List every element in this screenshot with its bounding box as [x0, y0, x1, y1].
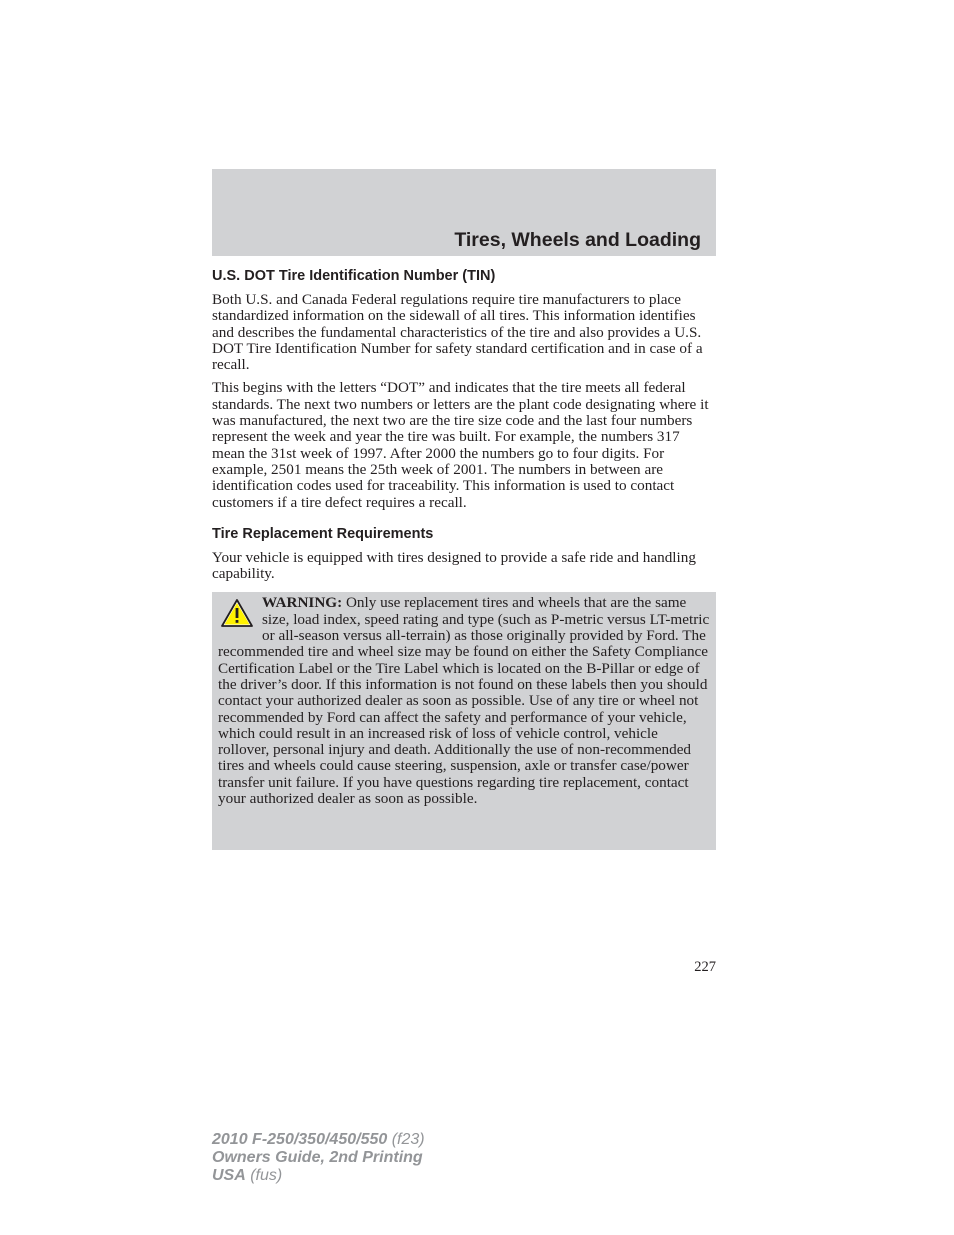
paragraph-tin-2: This begins with the letters “DOT” and indicates that the tire meets all federal standards. The next two numbers or letters are the plant code designating where it was manufactured, the next two are the tire size code and the last four numbers represent the week and year the tire was built. For example, the numbers 317 mean the 31st week of 1997. After 2000 the numbers go to four digits. For example, 2501 means the 25th week of 2001. The numbers in between are identification codes used for traceability. This information is used to contact customers if a tire defect requires a recall. — [212, 379, 709, 511]
chapter-title: Tires, Wheels and Loading — [454, 229, 701, 251]
warning-label: WARNING: — [262, 594, 343, 612]
footer-line-region: USA (fus) — [212, 1167, 283, 1184]
page-content — [212, 266, 716, 850]
paragraph-replacement-1: Your vehicle is equipped with tires designed to provide a safe ride and handling capability. — [212, 548, 696, 583]
warning-text — [218, 595, 710, 807]
section-heading-tin: U.S. DOT Tire Identification Number (TIN) — [212, 268, 496, 284]
warning-box — [212, 592, 716, 850]
footer-line-guide: Owners Guide, 2nd Printing — [212, 1149, 423, 1166]
footer-line-model: 2010 F-250/350/450/550 (f23) — [212, 1131, 425, 1148]
document-footer — [212, 1131, 425, 1185]
section-header-band — [212, 169, 716, 256]
paragraph-tin-1: Both U.S. and Canada Federal regulations require tire manufacturers to place standardized information on the sidewall of all tires. This information identifies and describes the fundamental characteristics of the tire and also provides a U.S. DOT Tire Identification Number for safety standard certification and in case of a recall. — [212, 291, 703, 374]
section-heading-replacement: Tire Replacement Requirements — [212, 525, 434, 542]
warning-triangle-icon — [220, 598, 254, 628]
warning-body: Only use replacement tires and wheels that are the same size, load index, speed rating and type (such as P-metric versus LT-metric or all-season versus all-terrain) as those originally provided by Ford. The recommended tire and wheel size may be found on either the Safety Compliance Certification Label or the Tire Label which is located on the B-Pillar or edge of the driver’s door. If this information is not found on these labels then you should contact your authorized dealer as soon as possible. Use of any tire or wheel not recommended by Ford can affect the safety and performance of your vehicle, which could result in an increased risk of loss of vehicle control, vehicle rollover, personal injury and death. Additionally the use of non-recommended tires and wheels could cause steering, suspension, axle or transfer case/power transfer unit failure. If you have questions regarding tire replacement, contact your authorized dealer as soon as possible. — [218, 594, 710, 808]
page-number: 227 — [694, 959, 716, 975]
